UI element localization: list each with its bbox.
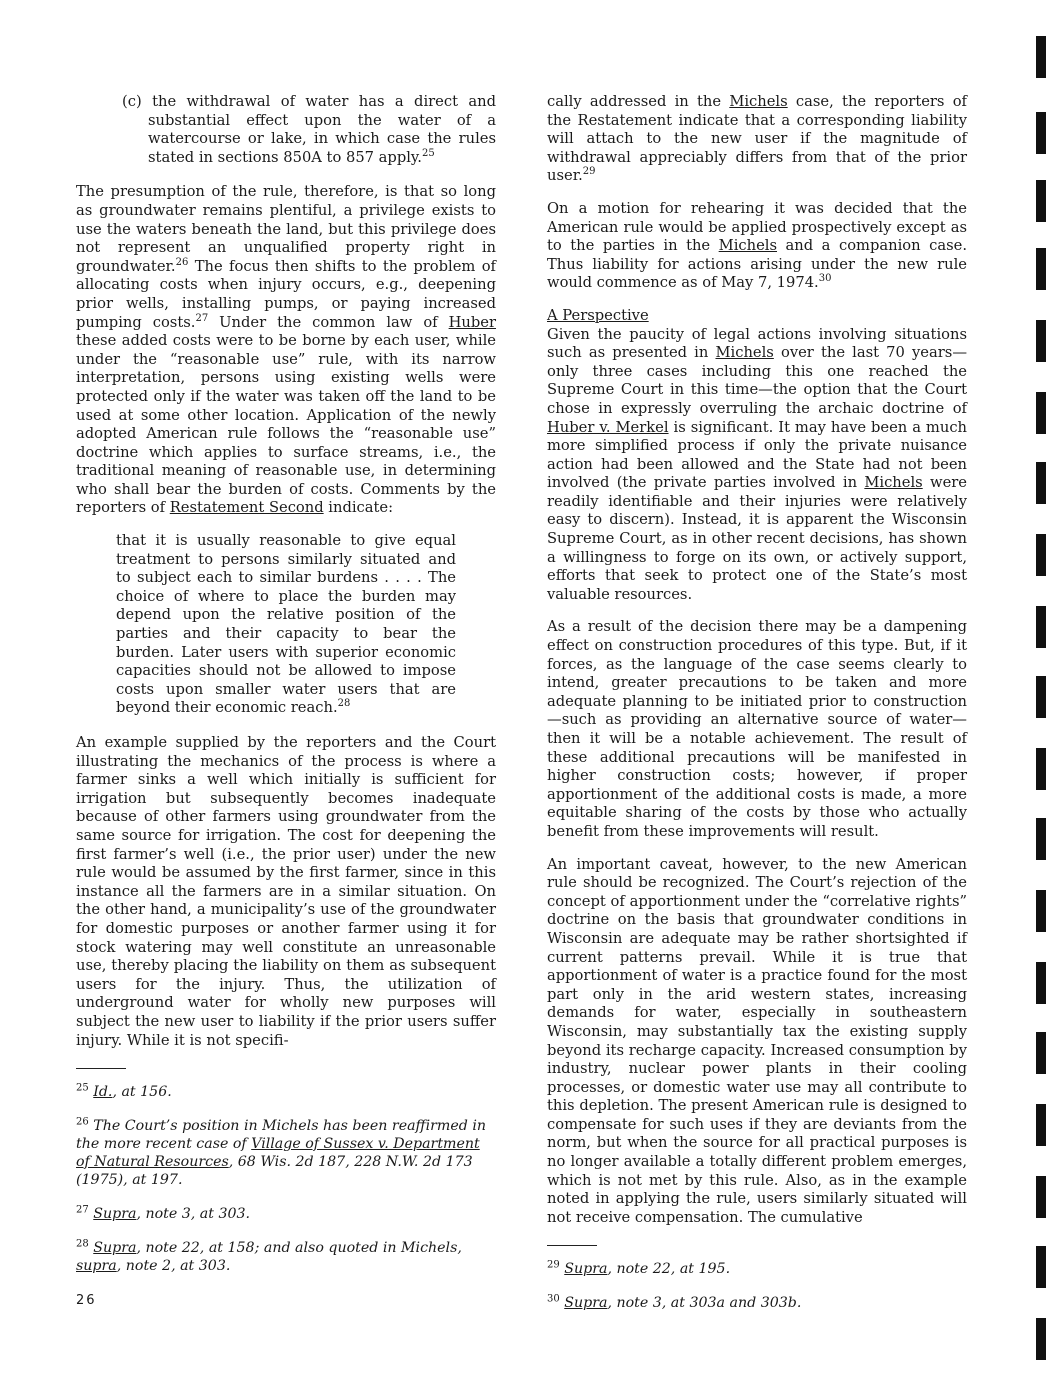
footnote-divider — [76, 1068, 126, 1069]
footnote-28 — [76, 1239, 496, 1275]
scan-mark — [1036, 462, 1046, 504]
text: , note 2, at 303. — [116, 1258, 231, 1275]
citation: Supra — [93, 1206, 137, 1223]
case-name: Michels — [864, 474, 923, 492]
citation: supra — [76, 1258, 117, 1275]
citation: Village of Sussex v. Department of Natural Resources — [76, 1136, 480, 1171]
quote-text: that it is usually reasonable to give equal treatment to persons similarly situated and to subject each to similar burdens . . . . The choice of where to place the burden may depend upon the relative position of the parties and their capacity to bear the burden. Later users with superior economic capacities should not be allowed to impose costs upon smaller water users that are beyond their economic reach. — [116, 532, 456, 717]
scan-edge-marks — [1036, 0, 1048, 1380]
text: is significant. It may have been a much more simplified process if only the private nuisance action had been allowed and the State had not been involved (the private parties involved in — [547, 418, 968, 492]
footnote-number: 27 — [76, 1204, 89, 1216]
scan-mark — [1036, 1032, 1046, 1074]
scan-mark — [1036, 748, 1046, 790]
scan-mark — [1036, 180, 1046, 222]
text: indicate: — [323, 499, 394, 517]
scan-mark — [1036, 818, 1046, 860]
paragraph-presumption — [76, 183, 496, 518]
right-column — [547, 93, 967, 1328]
section-heading — [547, 307, 967, 326]
case-name: Michels — [715, 344, 774, 362]
text: , note 22, at 158; and also quoted in Michels, — [136, 1240, 462, 1257]
footnote-number: 30 — [547, 1293, 560, 1305]
text: cally addressed in the — [547, 93, 730, 110]
footnote-divider — [547, 1245, 597, 1246]
text: The Court’s position in Michels has been reaffirmed in the more recent case of — [76, 1118, 487, 1153]
scan-mark — [1036, 1176, 1046, 1218]
footnote-ref: 30 — [818, 273, 832, 285]
text: , at 156. — [112, 1084, 172, 1101]
footnote-number: 25 — [76, 1082, 89, 1094]
text: , note 3, at 303. — [136, 1206, 251, 1223]
scan-mark — [1036, 112, 1046, 154]
scan-mark — [1036, 320, 1046, 362]
paragraph-dampening: As a result of the decision there may be a dampening effect on construction procedures of this type. But, if it forces, as the language of the case seems clearly to intend, greater precautions to be taken and more adequate planning to be initiated prior to construction—such as providing an alternative source of water—then it will be a notable achievement. The result of these additional precautions will be manifested in higher construction costs; however, if proper apportionment of the additional costs is made, a more equitable sharing of the costs by those who actually benefit from these improvements will result. — [547, 618, 967, 840]
text: were readily identifiable and their injuries were relatively easy to discern). Instead, it is apparent the Wisconsin Supreme Court, as in other recent decisions, has shown a willingness to forge on its own, or actively support, efforts that seek to protect one of the State’s most valuable resources. — [547, 474, 967, 603]
case-name: Michels — [729, 93, 788, 110]
text: over the last 70 years—only three cases including this one reached the Supreme Court in this time—the option that the Court chose in expressly overruling the archaic doctrine of — [547, 344, 968, 417]
paragraph-perspective — [547, 326, 967, 605]
case-name: Huber v. Merkel — [547, 418, 669, 436]
scan-mark — [1036, 1246, 1046, 1288]
text: these added costs were to be borne by each user, while under the “reasonable use” rule, with its narrow interpretation, persons using existing wells were protected only if the water was taken off the land to be used at some other location. Application of the newly adopted American rule follows the “reasonable use” doctrine which applies to surface streams, i.e., the traditional meaning of reasonable use, in determining who shall bear the burden of costs. Comments by the reporters of — [76, 332, 496, 517]
text: , note 3, at 303a and 303b. — [607, 1295, 802, 1312]
scan-mark — [1036, 534, 1046, 576]
scan-mark — [1036, 392, 1046, 434]
footnote-25 — [76, 1083, 496, 1101]
footnote-number: 28 — [76, 1238, 89, 1250]
citation: Supra — [93, 1240, 137, 1257]
footnote-ref: 25 — [421, 147, 435, 159]
footnote-number: 26 — [76, 1116, 89, 1128]
footnote-ref: 28 — [337, 698, 351, 710]
citation: Supra — [564, 1295, 608, 1312]
scan-mark — [1036, 248, 1046, 290]
case-name: Huber — [448, 313, 496, 331]
text: case, the reporters of the Restatement indicate that a corresponding liability will attach to the new user if the magnitude of withdrawal appreciably differs from that of the prior user. — [547, 93, 967, 185]
footnote-ref: 26 — [175, 256, 189, 268]
text: , note 22, at 195. — [607, 1261, 731, 1278]
case-name: Michels — [718, 237, 778, 255]
page-number: 26 — [76, 1293, 97, 1308]
footnote-ref: 29 — [582, 166, 596, 178]
left-column — [76, 93, 496, 1291]
case-name: Restatement Second — [169, 499, 324, 517]
paragraph-rehearing — [547, 200, 967, 293]
footnote-27 — [76, 1205, 496, 1223]
footnote-ref: 27 — [195, 312, 209, 324]
scan-mark — [1036, 1318, 1046, 1360]
citation: Id. — [93, 1084, 113, 1101]
scan-mark — [1036, 890, 1046, 932]
list-item-c — [122, 93, 496, 167]
footnote-26 — [76, 1117, 496, 1189]
citation: Supra — [564, 1261, 608, 1278]
footnote-29 — [547, 1260, 967, 1278]
list-item-text: (c) the withdrawal of water has a direct and substantial effect upon the water of a watercourse or lake, in which case the rules stated in sections 850A to 857 apply. — [122, 93, 496, 166]
scan-mark — [1036, 1104, 1046, 1146]
text: The presumption of the rule, therefore, is that so long as groundwater remains plentiful, a privilege exists to use the waters beneath the land, but this privilege does not represent an unqualified property right in groundwater. — [76, 183, 496, 275]
heading-text: A Perspective — [547, 306, 649, 324]
scan-mark — [1036, 962, 1046, 1004]
scan-mark — [1036, 606, 1046, 648]
block-quote — [116, 532, 456, 718]
paragraph-caveat: An important caveat, however, to the new American rule should be recognized. The Court’s rejection of the concept of apportionment under the “correlative rights” doctrine on the basis that groundwater conditions in Wisconsin are adequate may be rather shortsighted if current patterns prevail. While it is true that apportionment of water is a practice found for the most part only in the arid western states, increasing demands for water, especially in southeastern Wisconsin, may substantially tax the existing supply beyond its recharge capacity. Increased consumption by industry, nuclear power plants in their cooling processes, or domestic water use may all contribute to this depletion. The present American rule is designed to compensate for such uses if they are deviants from the norm, but when the source for all practical purposes is no longer available a totally different problem emerges, which is not met by this rule. Also, as in the example noted in applying the rule, users similarly situated will not receive compensation. The cumulative — [547, 855, 967, 1226]
text: Under the common law of — [208, 313, 449, 331]
text: and a companion case. Thus liability for actions arising under the new rule would commence as of May 7, 1974. — [547, 237, 967, 292]
footnote-number: 29 — [547, 1259, 560, 1271]
paragraph-continued — [547, 93, 967, 186]
text: The focus then shifts to the problem of allocating costs when injury occurs, e.g., deepening prior wells, installing pumps, or paying increased pumping costs. — [76, 257, 496, 331]
scan-mark — [1036, 36, 1046, 78]
scan-mark — [1036, 676, 1046, 718]
text: Given the paucity of legal actions involving situations such as presented in — [547, 325, 967, 362]
text: On a motion for rehearing it was decided that the American rule would be applied prospectively except as to the parties in the — [547, 199, 967, 255]
footnote-30 — [547, 1294, 967, 1312]
text: , 68 Wis. 2d 187, 228 N.W. 2d 173 (1975), at 197. — [76, 1154, 473, 1189]
paragraph-example: An example supplied by the reporters and the Court illustrating the mechanics of the process is where a farmer sinks a well which initially is sufficient for irrigation but subsequently becomes inadequate because of other farmers using groundwater from the same source for irrigation. The cost for deepening the first farmer’s well (i.e., the prior user) under the new rule would be assumed by the first farmer, since in this instance all the farmers are in a similar situation. On the other hand, a municipality’s use of the groundwater for domestic purposes or another farmer using it for stock watering may well constitute an unreasonable use, thereby placing the liability on them as subsequent users for the injury. Thus, the utilization of underground water for wholly new purposes will subject the new user to liability if the prior users suffer injury. While it is not specifi- — [76, 734, 496, 1049]
